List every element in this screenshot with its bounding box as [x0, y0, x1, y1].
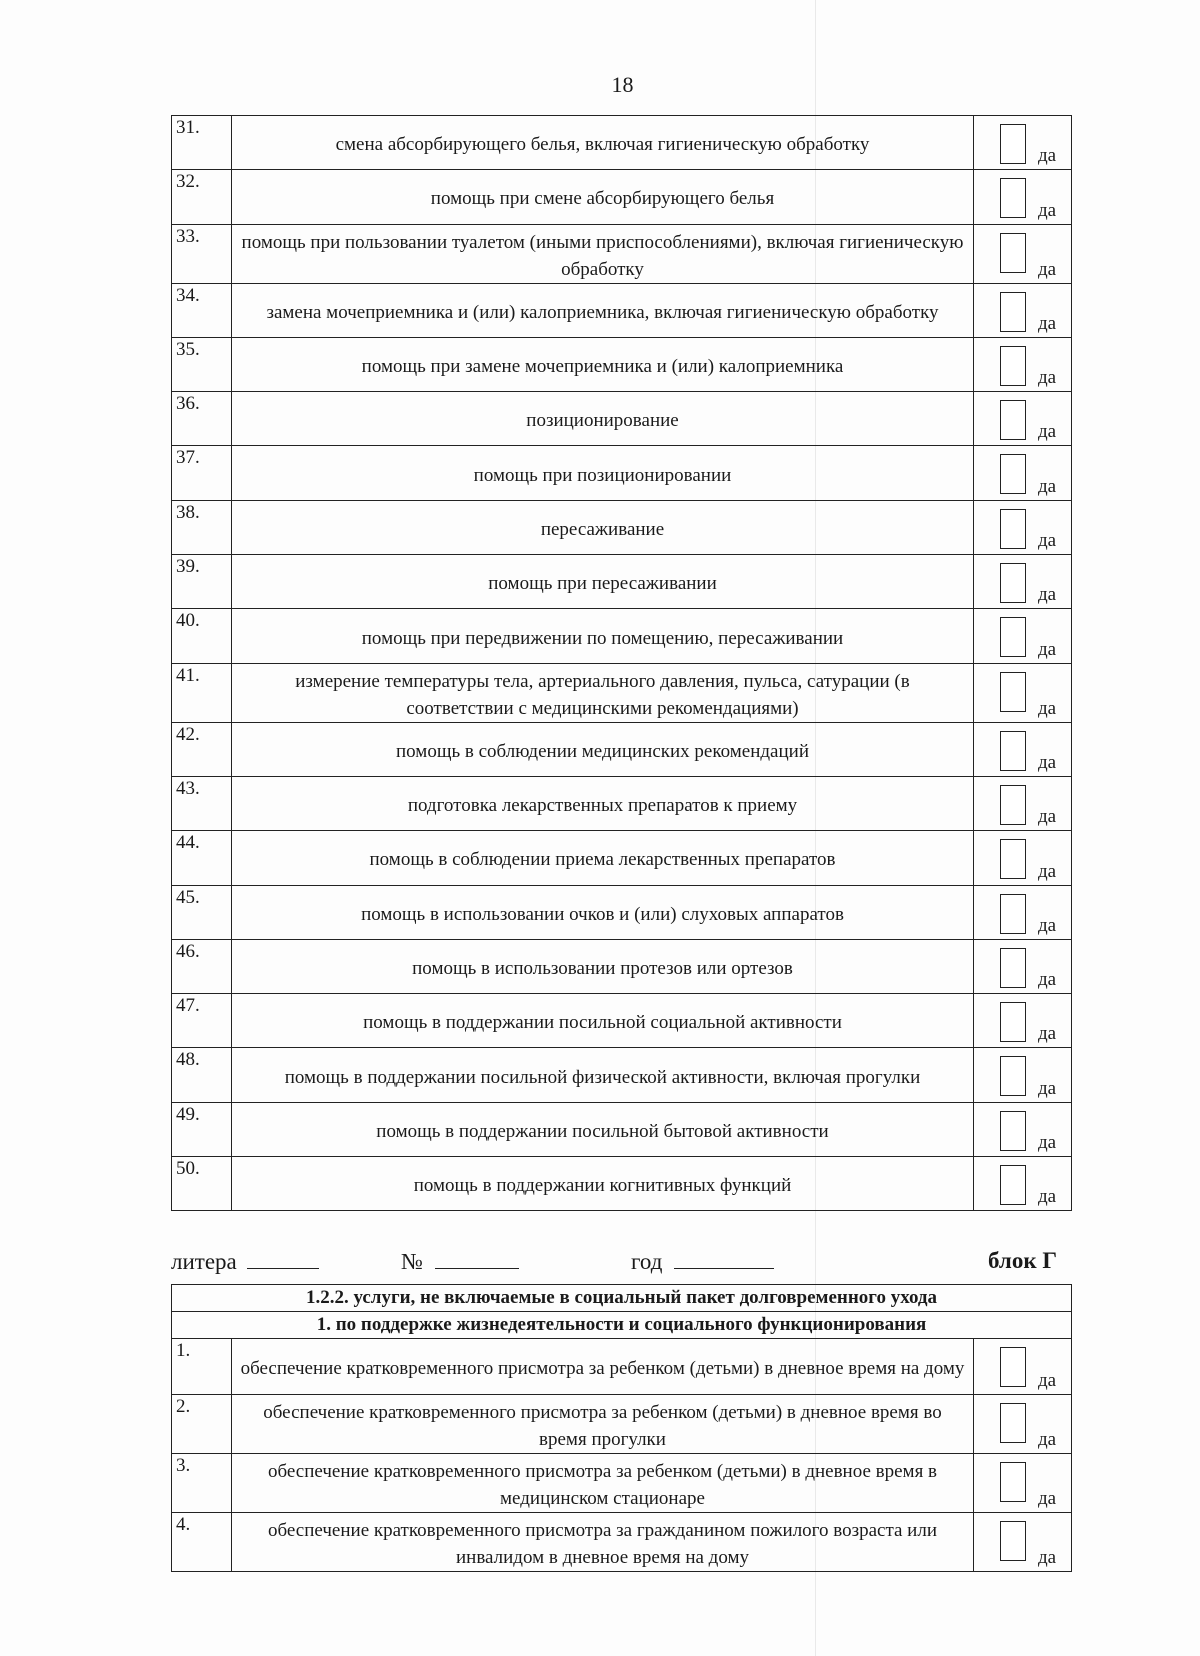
table-row [172, 116, 1072, 170]
row-number: 34. [172, 283, 232, 337]
yes-label: да [1038, 367, 1057, 389]
table-row [172, 609, 1072, 663]
litera-field [171, 1248, 319, 1275]
yes-label: да [1038, 697, 1057, 719]
table-row [172, 831, 1072, 885]
yes-checkbox[interactable] [1000, 948, 1026, 988]
yes-label: да [1038, 1428, 1057, 1450]
block-subheader-row [172, 1312, 1072, 1339]
service-description: замена мочеприемника и (или) калоприемника, включая гигиеническую обработку [232, 283, 974, 337]
services-table-body [172, 116, 1072, 1211]
row-number: 2. [172, 1394, 232, 1453]
block-subheader-title: 1. по поддержке жизнедеятельности и социального функционирования [172, 1312, 1072, 1339]
checkbox-cell [974, 663, 1072, 722]
checkbox-cell [974, 1157, 1072, 1211]
table-row [172, 1339, 1072, 1395]
row-number: 36. [172, 392, 232, 446]
table-row [172, 1048, 1072, 1102]
service-description: измерение температуры тела, артериального давления, пульса, сатурации (в соответствии с медицинскими рекомендациями) [232, 663, 974, 722]
checkbox-cell [974, 1339, 1072, 1395]
table-row [172, 337, 1072, 391]
yes-checkbox[interactable] [1000, 233, 1026, 273]
yes-label: да [1038, 1186, 1057, 1208]
services-table [171, 115, 1072, 1211]
row-number: 33. [172, 224, 232, 283]
service-description: позиционирование [232, 392, 974, 446]
block-g-table-body [172, 1285, 1072, 1572]
table-row [172, 1453, 1072, 1512]
checkbox-cell [974, 939, 1072, 993]
table-row [172, 1512, 1072, 1571]
yes-checkbox[interactable] [1000, 894, 1026, 934]
service-description: помощь при смене абсорбирующего белья [232, 170, 974, 224]
checkbox-cell [974, 1453, 1072, 1512]
checkbox-cell [974, 337, 1072, 391]
yes-checkbox[interactable] [1000, 454, 1026, 494]
checkbox-cell [974, 500, 1072, 554]
table-row [172, 994, 1072, 1048]
service-description: помощь в поддержании когнитивных функций [232, 1157, 974, 1211]
service-description: помощь при передвижении по помещению, пересаживании [232, 609, 974, 663]
number-label: № [401, 1249, 423, 1274]
row-number: 47. [172, 994, 232, 1048]
yes-checkbox[interactable] [1000, 292, 1026, 332]
row-number: 31. [172, 116, 232, 170]
yes-label: да [1038, 1023, 1057, 1045]
row-number: 32. [172, 170, 232, 224]
service-description: помощь при пользовании туалетом (иными приспособлениями), включая гигиеническую обработку [232, 224, 974, 283]
yes-checkbox[interactable] [1000, 617, 1026, 657]
yes-checkbox[interactable] [1000, 1403, 1026, 1443]
checkbox-cell [974, 776, 1072, 830]
block-header-row [172, 1285, 1072, 1312]
service-description: помощь в поддержании посильной социальной активности [232, 994, 974, 1048]
row-number: 45. [172, 885, 232, 939]
table-row [172, 224, 1072, 283]
block-g-table [171, 1284, 1072, 1572]
checkbox-cell [974, 994, 1072, 1048]
row-number: 44. [172, 831, 232, 885]
row-number: 39. [172, 555, 232, 609]
page-number: 18 [611, 72, 634, 97]
yes-label: да [1038, 1369, 1057, 1391]
service-description: помощь при позиционировании [232, 446, 974, 500]
row-number: 41. [172, 663, 232, 722]
service-description: помощь при пересаживании [232, 555, 974, 609]
table-row [172, 776, 1072, 830]
service-description: обеспечение кратковременного присмотра за ребенком (детьми) в дневное время на дому [232, 1339, 974, 1395]
litera-label: литера [171, 1249, 237, 1274]
table-row [172, 885, 1072, 939]
yes-label: да [1038, 312, 1057, 334]
checkbox-cell [974, 1512, 1072, 1571]
yes-checkbox[interactable] [1000, 509, 1026, 549]
yes-checkbox[interactable] [1000, 1165, 1026, 1205]
year-label: год [631, 1249, 663, 1274]
service-description: помощь в соблюдении медицинских рекомендаций [232, 722, 974, 776]
table-row [172, 1394, 1072, 1453]
yes-checkbox[interactable] [1000, 178, 1026, 218]
service-description: обеспечение кратковременного присмотра за гражданином пожилого возраста или инвалидом в дневное время на дому [232, 1512, 974, 1571]
yes-label: да [1038, 475, 1057, 497]
row-number: 42. [172, 722, 232, 776]
year-blank[interactable] [674, 1248, 774, 1269]
table-row [172, 392, 1072, 446]
yes-label: да [1038, 806, 1057, 828]
table-row [172, 1157, 1072, 1211]
service-description: помощь в соблюдении приема лекарственных препаратов [232, 831, 974, 885]
checkbox-cell [974, 555, 1072, 609]
table-row [172, 555, 1072, 609]
yes-label: да [1038, 258, 1057, 280]
yes-label: да [1038, 1546, 1057, 1568]
service-description: помощь в поддержании посильной физической активности, включая прогулки [232, 1048, 974, 1102]
yes-checkbox[interactable] [1000, 563, 1026, 603]
row-number: 4. [172, 1512, 232, 1571]
number-field [401, 1248, 519, 1275]
checkbox-cell [974, 722, 1072, 776]
yes-label: да [1038, 145, 1057, 167]
row-number: 50. [172, 1157, 232, 1211]
checkbox-cell [974, 885, 1072, 939]
yes-label: да [1038, 584, 1057, 606]
yes-label: да [1038, 751, 1057, 773]
service-description: помощь в поддержании посильной бытовой активности [232, 1102, 974, 1156]
yes-checkbox[interactable] [1000, 1462, 1026, 1502]
yes-label: да [1038, 199, 1057, 221]
yes-checkbox[interactable] [1000, 124, 1026, 164]
checkbox-cell [974, 170, 1072, 224]
yes-label: да [1038, 914, 1057, 936]
table-row [172, 939, 1072, 993]
checkbox-cell [974, 392, 1072, 446]
checkbox-cell [974, 831, 1072, 885]
yes-checkbox[interactable] [1000, 400, 1026, 440]
yes-checkbox[interactable] [1000, 1002, 1026, 1042]
row-number: 48. [172, 1048, 232, 1102]
yes-label: да [1038, 1132, 1057, 1154]
yes-label: да [1038, 638, 1057, 660]
yes-label: да [1038, 1077, 1057, 1099]
yes-label: да [1038, 1487, 1057, 1509]
yes-checkbox[interactable] [1000, 1056, 1026, 1096]
row-number: 40. [172, 609, 232, 663]
checkbox-cell [974, 283, 1072, 337]
table-row [172, 283, 1072, 337]
table-row [172, 663, 1072, 722]
block-header-title: 1.2.2. услуги, не включаемые в социальный пакет долговременного ухода [172, 1285, 1072, 1312]
yes-checkbox[interactable] [1000, 672, 1026, 712]
table-row [172, 1102, 1072, 1156]
table-row [172, 446, 1072, 500]
checkbox-cell [974, 1102, 1072, 1156]
yes-checkbox[interactable] [1000, 839, 1026, 879]
yes-label: да [1038, 421, 1057, 443]
row-number: 38. [172, 500, 232, 554]
service-description: помощь при замене мочеприемника и (или) калоприемника [232, 337, 974, 391]
table-row [172, 722, 1072, 776]
row-number: 1. [172, 1339, 232, 1395]
checkbox-cell [974, 116, 1072, 170]
service-description: смена абсорбирующего белья, включая гигиеническую обработку [232, 116, 974, 170]
row-number: 35. [172, 337, 232, 391]
checkbox-cell [974, 224, 1072, 283]
yes-label: да [1038, 860, 1057, 882]
service-description: пересаживание [232, 500, 974, 554]
section-identifier-line [171, 1248, 1071, 1278]
checkbox-cell [974, 1048, 1072, 1102]
table-row [172, 500, 1072, 554]
yes-checkbox[interactable] [1000, 1111, 1026, 1151]
row-number: 49. [172, 1102, 232, 1156]
yes-checkbox[interactable] [1000, 731, 1026, 771]
yes-label: да [1038, 969, 1057, 991]
service-description: подготовка лекарственных препаратов к приему [232, 776, 974, 830]
yes-label: да [1038, 530, 1057, 552]
number-blank[interactable] [435, 1248, 519, 1269]
row-number: 43. [172, 776, 232, 830]
block-label: блок Г [988, 1248, 1057, 1273]
table-row [172, 170, 1072, 224]
row-number: 37. [172, 446, 232, 500]
litera-blank[interactable] [247, 1248, 319, 1269]
service-description: помощь в использовании протезов или ортезов [232, 939, 974, 993]
yes-checkbox[interactable] [1000, 785, 1026, 825]
row-number: 46. [172, 939, 232, 993]
year-field [631, 1248, 774, 1275]
checkbox-cell [974, 609, 1072, 663]
yes-checkbox[interactable] [1000, 346, 1026, 386]
service-description: обеспечение кратковременного присмотра за ребенком (детьми) в дневное время во время прогулки [232, 1394, 974, 1453]
row-number: 3. [172, 1453, 232, 1512]
yes-checkbox[interactable] [1000, 1347, 1026, 1387]
checkbox-cell [974, 446, 1072, 500]
service-description: обеспечение кратковременного присмотра за ребенком (детьми) в дневное время в медицинском стационаре [232, 1453, 974, 1512]
service-description: помощь в использовании очков и (или) слуховых аппаратов [232, 885, 974, 939]
yes-checkbox[interactable] [1000, 1521, 1026, 1561]
checkbox-cell [974, 1394, 1072, 1453]
